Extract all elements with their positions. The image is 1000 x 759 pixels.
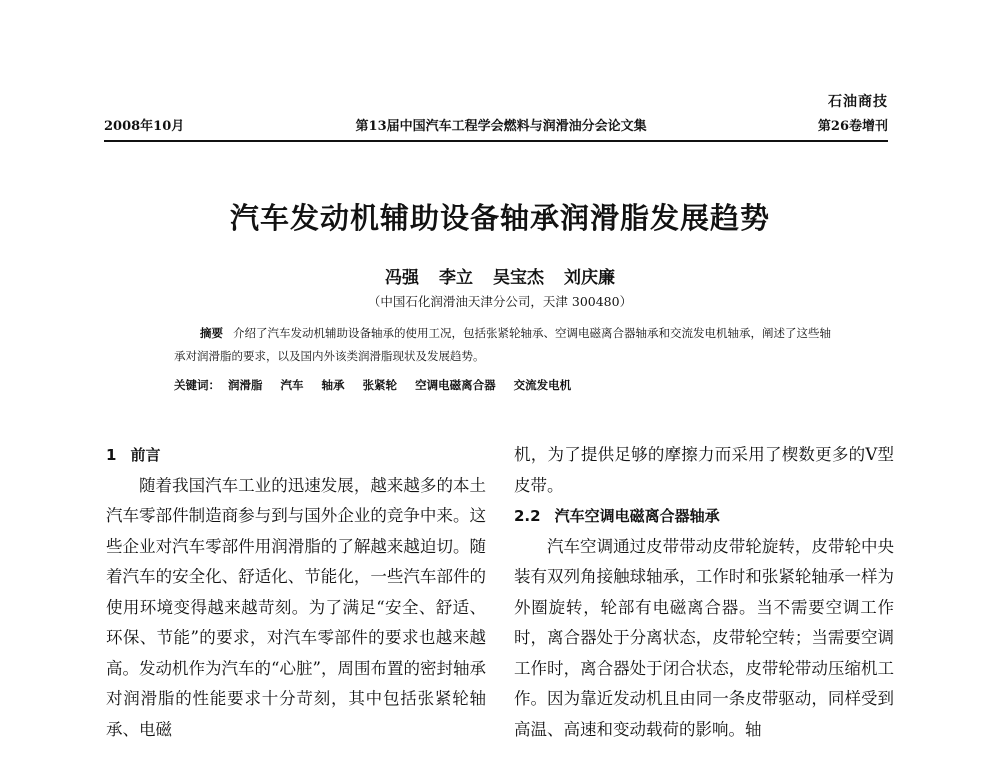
keywords — [174, 377, 834, 393]
section-number: 1 — [106, 446, 117, 464]
running-header — [104, 115, 888, 142]
author: 刘庆廉 — [564, 268, 615, 288]
section-title: 汽车空调电磁离合器轴承 — [554, 507, 720, 525]
issue-date: 2008年10月 — [104, 119, 185, 134]
author: 李立 — [439, 268, 473, 288]
abstract — [174, 322, 834, 368]
abstract-text: 介绍了汽车发动机辅助设备轴承的使用工况，包括张紧轮轴承、空调电磁离合器轴承和交流发电机轴承，阐述了这些轴承对润滑脂的要求，以及国内外该类润滑脂现状及发展趋势。 — [174, 326, 831, 363]
proceedings-title: 第13届中国汽车工程学会燃料与润滑油分会论文集 — [355, 119, 647, 134]
keywords-label: 关键词： — [174, 378, 220, 392]
paper-title: 汽车发动机辅助设备轴承润滑脂发展趋势 — [229, 201, 770, 235]
keyword: 交流发电机 — [513, 378, 572, 392]
author: 吴宝杰 — [493, 268, 544, 288]
keyword: 空调电磁离合器 — [415, 378, 496, 392]
keyword: 润滑脂 — [228, 378, 263, 392]
body-paragraph: 随着我国汽车工业的迅速发展，越来越多的本土汽车零部件制造商参与到与国外企业的竞争中来。这些企业对汽车零部件用润滑脂的了解越来越迫切。随着汽车的安全化、舒适化、节能化，一些汽车部件的使用环境变得越来越苛刻。为了满足“安全、舒适、环保、节能”的要求，对汽车零部件的要求也越来越高。发动机作为汽车的“心脏”，周围布置的密封轴承对润滑脂的性能要求十分苛刻，其中包括张紧轮轴承、电磁 — [106, 475, 486, 739]
section-number: 2.2 — [514, 507, 541, 525]
author-list — [0, 263, 1000, 288]
keyword: 张紧轮 — [362, 378, 398, 392]
body-paragraph: 汽车空调通过皮带带动皮带轮旋转，皮带轮中央装有双列角接触球轴承，工作时和张紧轮轴承一样为外圈旋转，轮部有电磁离合器。当不需要空调工作时，离合器处于分离状态，皮带轮空转；当需要空调工作时，离合器处于闭合状态，皮带轮带动压缩机工作。因为靠近发动机且由同一条皮带驱动，同样受到高温、高速和变动载荷的影响。轴 — [514, 536, 894, 739]
volume-label: 第26卷增刊 — [817, 119, 888, 134]
section-heading — [514, 501, 894, 532]
keyword: 汽车 — [280, 378, 304, 392]
body-paragraph-continuation: 机，为了提供足够的摩擦力而采用了楔数更多的V型皮带。 — [514, 445, 894, 495]
affiliation: （中国石化润滑油天津分公司，天津 300480） — [367, 294, 633, 309]
keyword: 轴承 — [321, 378, 345, 392]
journal-name: 石油商技 — [828, 94, 888, 110]
section-heading — [106, 440, 486, 471]
right-column — [514, 440, 894, 745]
abstract-label: 摘要 — [200, 326, 223, 340]
section-title: 前言 — [130, 446, 161, 464]
left-column — [106, 440, 486, 745]
author: 冯强 — [385, 268, 419, 288]
